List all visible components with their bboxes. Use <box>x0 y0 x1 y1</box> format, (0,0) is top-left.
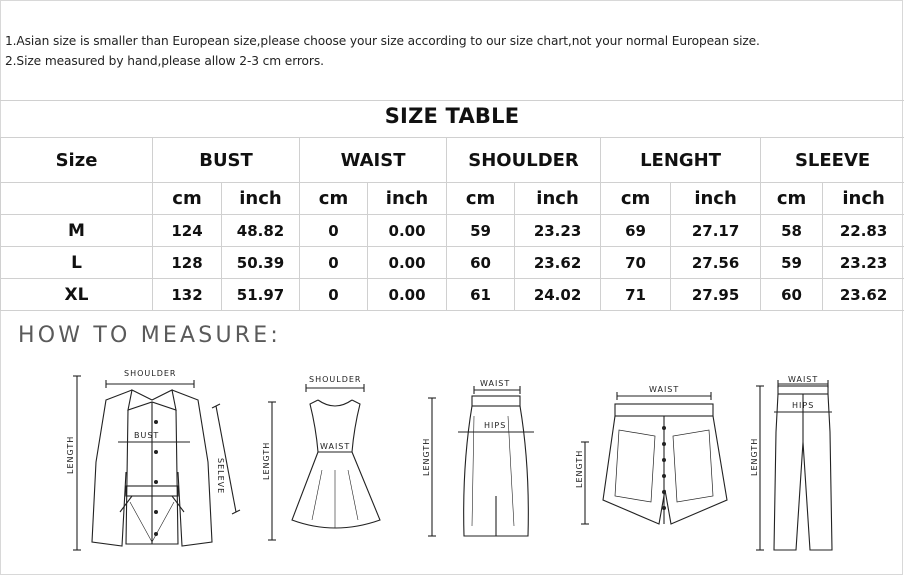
table-cell: 124 <box>153 215 222 247</box>
table-cell: 128 <box>153 247 222 279</box>
table-cell: 71 <box>601 279 671 311</box>
label-bust: BUST <box>134 431 160 440</box>
row-size: M <box>1 215 153 247</box>
unit-blank <box>1 183 153 215</box>
table-row <box>1 279 904 311</box>
table-cell: 60 <box>447 247 515 279</box>
table-cell: 58 <box>761 215 823 247</box>
group-header-waist: WAIST <box>300 138 447 183</box>
divider <box>0 100 904 101</box>
label-length: LENGTH <box>750 437 759 476</box>
group-header-length: LENGHT <box>601 138 761 183</box>
label-waist: WAIST <box>788 375 819 384</box>
label-length: LENGTH <box>262 441 271 480</box>
label-hips: HIPS <box>792 401 815 410</box>
table-cell: 60 <box>761 279 823 311</box>
table-cell: 27.56 <box>671 247 761 279</box>
shorts-illustration <box>575 380 740 530</box>
unit-cell: cm <box>601 183 671 215</box>
skirt-illustration <box>418 376 538 546</box>
table-cell: 50.39 <box>222 247 300 279</box>
unit-cell: cm <box>761 183 823 215</box>
group-header-bust: BUST <box>153 138 300 183</box>
header-row <box>1 138 904 183</box>
table-cell: 23.62 <box>515 247 601 279</box>
unit-cell: inch <box>368 183 447 215</box>
table-row <box>1 247 904 279</box>
table-cell: 27.17 <box>671 215 761 247</box>
table-cell: 0 <box>300 279 368 311</box>
label-length: LENGTH <box>575 449 584 488</box>
table-cell: 48.82 <box>222 215 300 247</box>
table-cell: 23.23 <box>823 247 904 279</box>
size-table-title: SIZE TABLE <box>384 104 520 128</box>
dress-illustration <box>262 370 407 550</box>
table-cell: 0.00 <box>368 247 447 279</box>
table-cell: 69 <box>601 215 671 247</box>
unit-cell: inch <box>515 183 601 215</box>
group-header-sleeve: SLEEVE <box>761 138 904 183</box>
table-cell: 0.00 <box>368 279 447 311</box>
jacket-illustration <box>60 362 245 562</box>
unit-row <box>1 183 904 215</box>
table-cell: 27.95 <box>671 279 761 311</box>
unit-cell: inch <box>671 183 761 215</box>
table-cell: 0 <box>300 215 368 247</box>
table-cell: 22.83 <box>823 215 904 247</box>
label-hips: HIPS <box>484 421 507 430</box>
how-to-measure-heading: HOW TO MEASURE: <box>18 323 281 348</box>
unit-cell: cm <box>447 183 515 215</box>
label-waist: WAIST <box>480 379 511 388</box>
label-waist: WAIST <box>320 442 351 451</box>
label-shoulder: SHOULDER <box>309 375 362 384</box>
table-cell: 132 <box>153 279 222 311</box>
label-shoulder: SHOULDER <box>124 369 177 378</box>
label-sleeve: SELEVE <box>216 458 225 495</box>
note-measurement-error: 2.Size measured by hand,please allow 2-3 cm errors. <box>5 54 324 68</box>
row-size: XL <box>1 279 153 311</box>
row-size: L <box>1 247 153 279</box>
pants-illustration <box>748 372 848 557</box>
size-header: Size <box>1 138 153 183</box>
table-cell: 59 <box>447 215 515 247</box>
table-cell: 24.02 <box>515 279 601 311</box>
table-cell: 61 <box>447 279 515 311</box>
unit-cell: inch <box>823 183 904 215</box>
table-row <box>1 215 904 247</box>
unit-cell: inch <box>222 183 300 215</box>
table-cell: 51.97 <box>222 279 300 311</box>
unit-cell: cm <box>153 183 222 215</box>
table-cell: 59 <box>761 247 823 279</box>
table-cell: 23.23 <box>515 215 601 247</box>
note-asian-size: 1.Asian size is smaller than European size,please choose your size according to our size chart,not your normal European size. <box>5 34 760 48</box>
group-header-shoulder: SHOULDER <box>447 138 601 183</box>
table-cell: 70 <box>601 247 671 279</box>
size-table <box>0 137 904 311</box>
unit-cell: cm <box>300 183 368 215</box>
table-cell: 0.00 <box>368 215 447 247</box>
label-length: LENGTH <box>422 437 431 476</box>
table-cell: 23.62 <box>823 279 904 311</box>
table-cell: 0 <box>300 247 368 279</box>
label-waist: WAIST <box>649 385 680 394</box>
label-length: LENGTH <box>66 435 75 474</box>
